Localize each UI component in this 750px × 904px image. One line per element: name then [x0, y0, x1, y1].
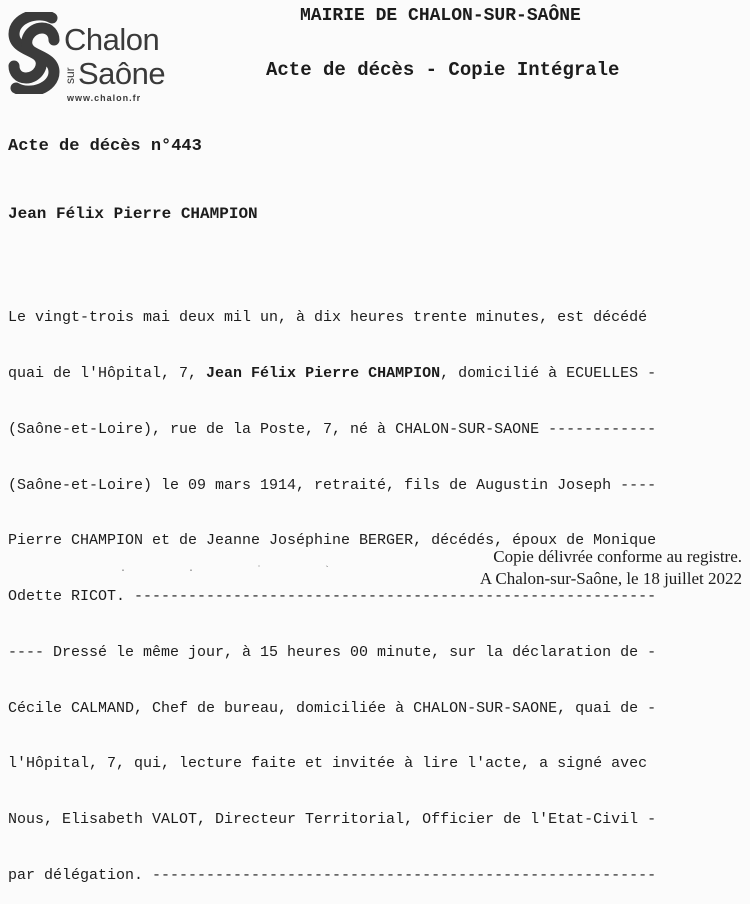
body-text: par délégation. -------------------------------------------------------- [8, 867, 657, 884]
body-line [8, 477, 748, 496]
body-line [8, 365, 748, 384]
body-text: Cécile CALMAND, Chef de bureau, domiciliée à CHALON-SUR-SAONE, quai de - [8, 699, 657, 717]
body-line [8, 644, 748, 663]
logo-word-saone: Saône [78, 56, 166, 91]
body-line [8, 700, 748, 719]
city-logo [8, 12, 176, 103]
deceased-name: Jean Félix Pierre CHAMPION [8, 205, 258, 223]
body-line [8, 867, 748, 886]
body-line [8, 309, 748, 328]
page-title: MAIRIE DE CHALON-SUR-SAÔNE [300, 6, 581, 26]
page-subtitle: Acte de décès - Copie Intégrale [266, 59, 620, 81]
body-line [8, 811, 748, 830]
acte-number: Acte de décès n°443 [8, 137, 202, 156]
body-text: l'Hôpital, 7, qui, lecture faite et invitée à lire l'acte, a signé avec [8, 755, 648, 773]
body-text: (Saône-et-Loire) le 09 mars 1914, retraité, fils de Augustin Joseph ---- [8, 476, 657, 494]
logo-word-sur: sur [63, 67, 77, 84]
place-date-line: A Chalon-sur-Saône, le 18 juillet 2022 [479, 569, 742, 588]
certification-line: Copie délivrée conforme au registre. [493, 547, 742, 566]
body-text: Le vingt-trois mai deux mil un, à dix heures trente minutes, est décédé [8, 309, 648, 327]
body-text: quai de l'Hôpital, 7, [8, 364, 207, 382]
chalon-logo-mark-icon [8, 12, 60, 94]
scan-specks-decoration: · · ˙ ` [120, 566, 359, 577]
body-text: Nous, Elisabeth VALOT, Directeur Territorial, Officier de l'Etat-Civil - [8, 811, 657, 829]
logo-word-chalon: Chalon [64, 22, 160, 57]
logo-url: www.chalon.fr [67, 93, 142, 103]
body-name-bold: Jean Félix Pierre CHAMPION [206, 364, 441, 382]
body-text: ---- Dressé le même jour, à 15 heures 00 minute, sur la déclaration de - [8, 643, 657, 661]
body-text: (Saône-et-Loire), rue de la Poste, 7, né à CHALON-SUR-SAONE ------------ [8, 420, 657, 438]
certification-footer [480, 546, 742, 590]
body-text: , domicilié à ECUELLES - [440, 364, 657, 382]
body-line [8, 421, 748, 440]
body-line [8, 755, 748, 774]
body-line [8, 588, 748, 607]
body-text: Pierre CHAMPION et de Jeanne Joséphine BERGER, décédés, époux de Monique [8, 532, 657, 550]
body-text: Odette RICOT. ---------------------------------------------------------- [8, 588, 657, 606]
